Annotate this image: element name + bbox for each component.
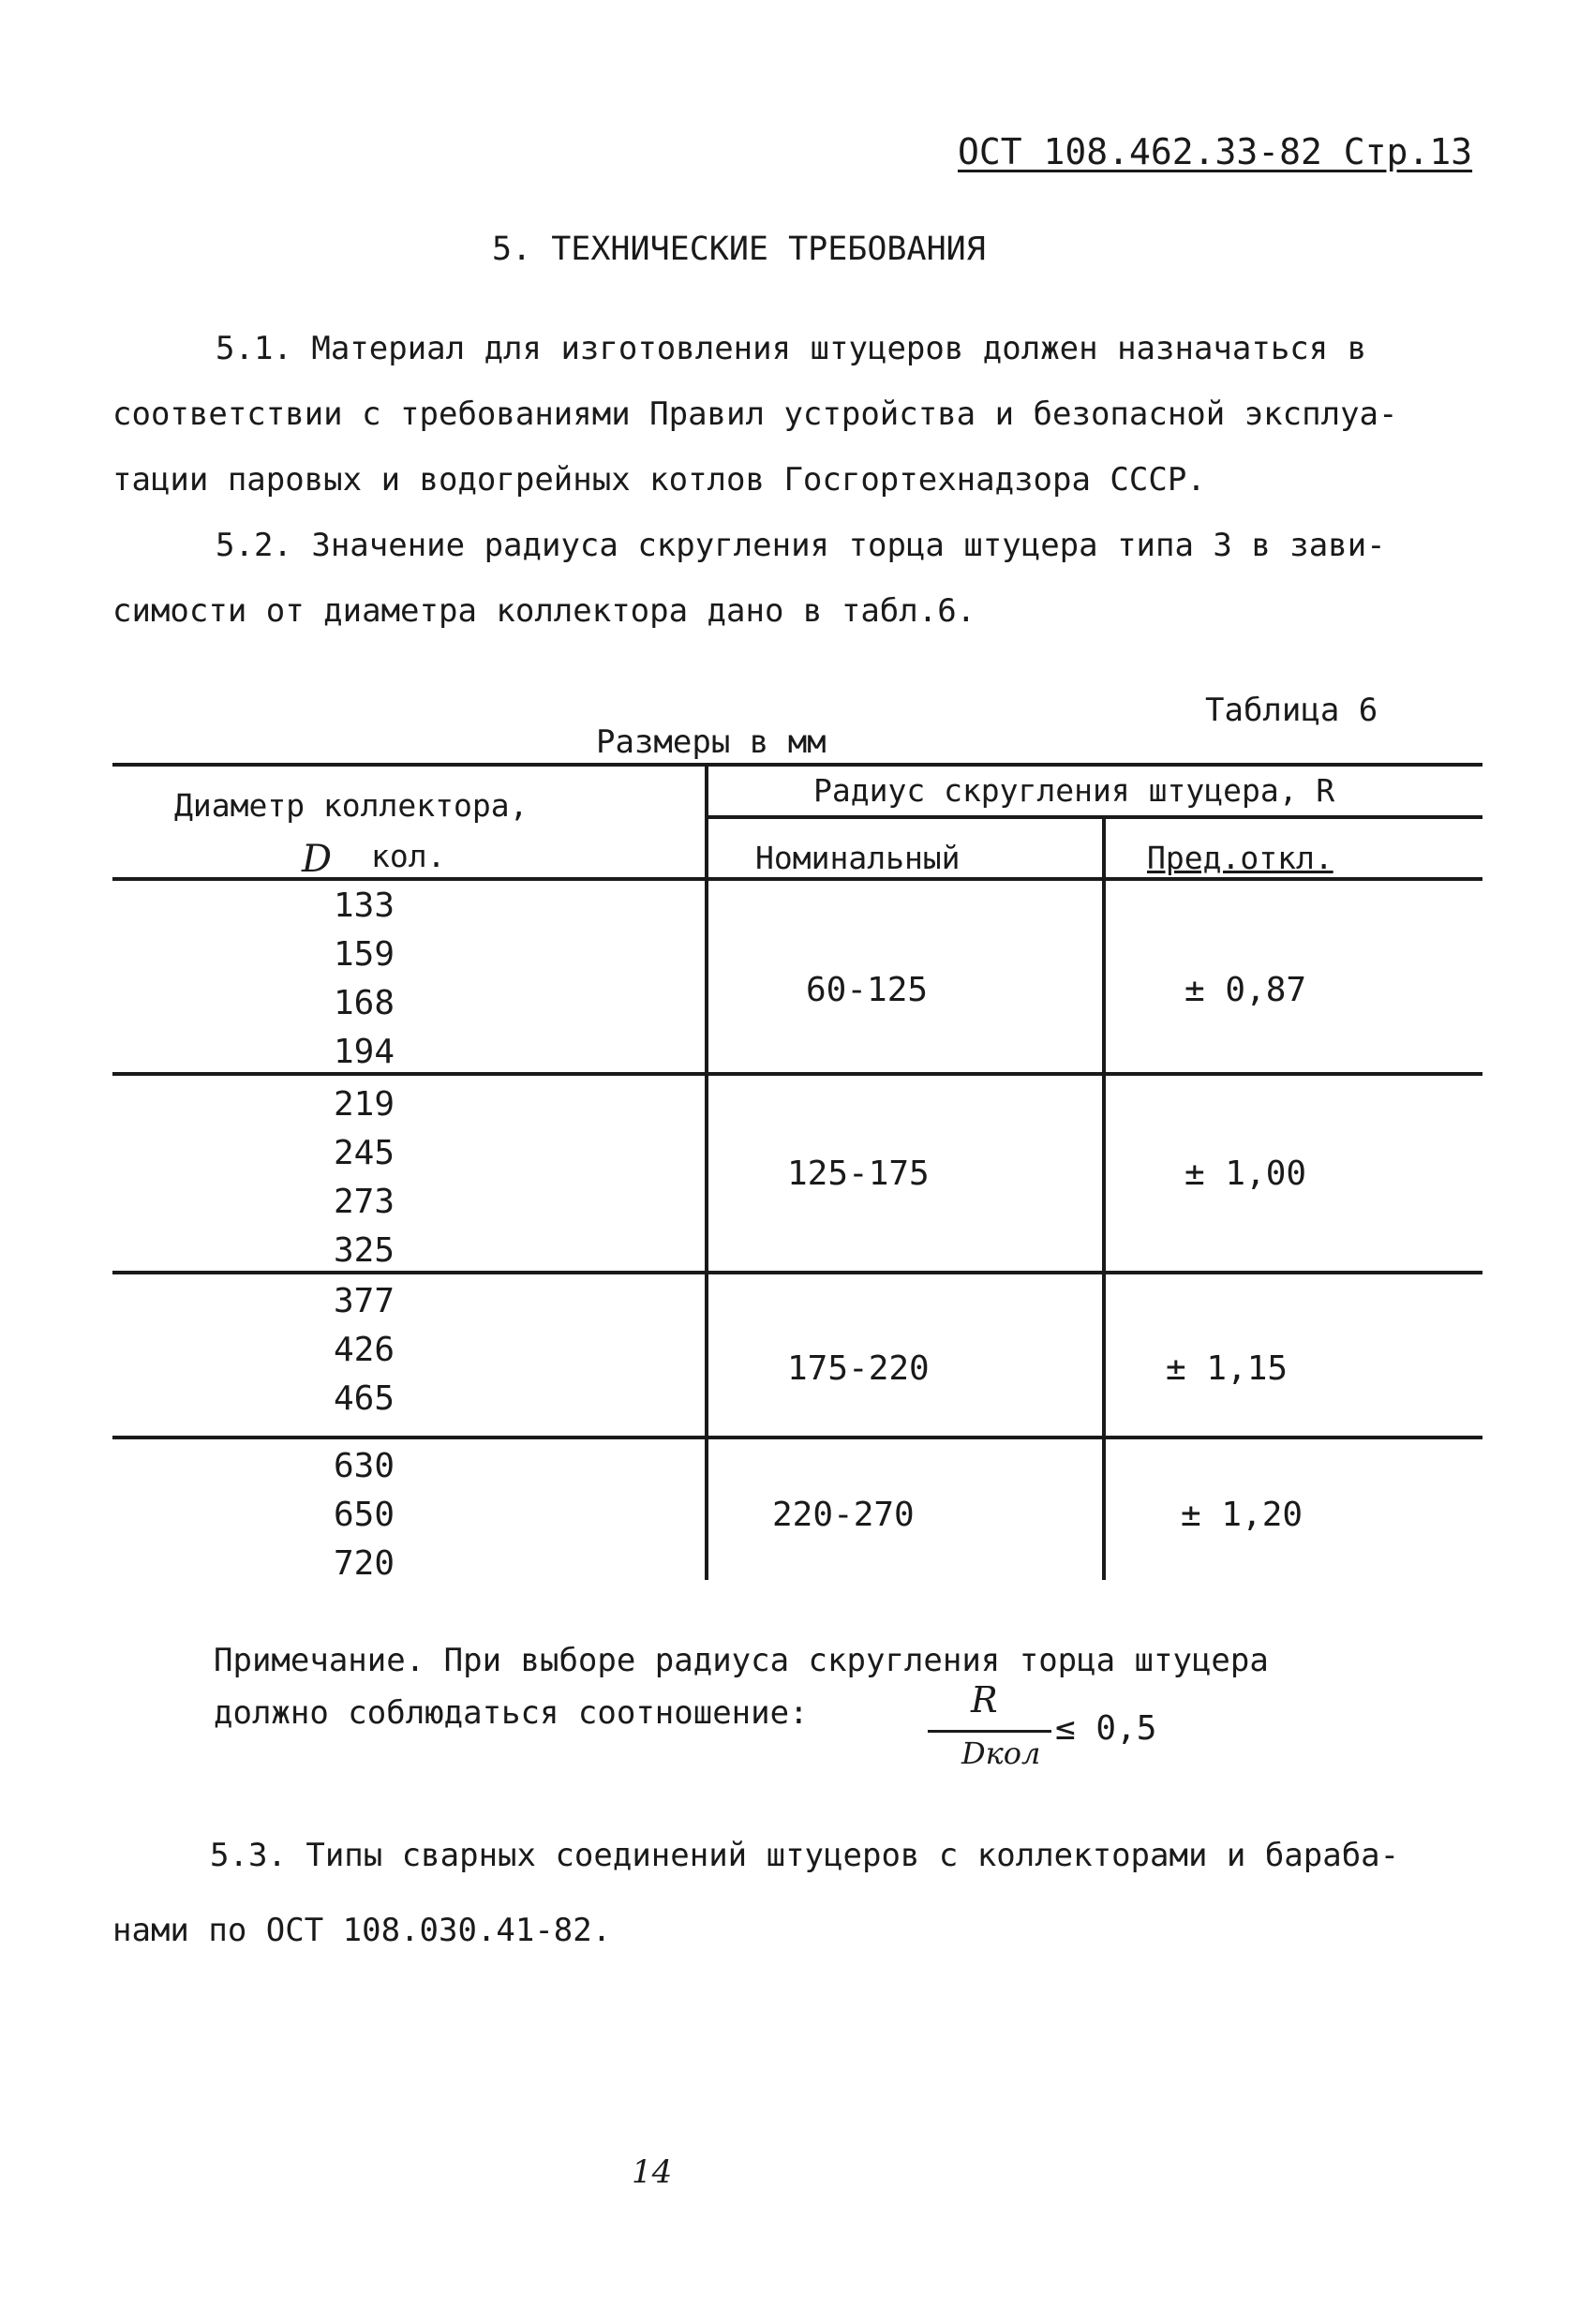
table-units: Размеры в мм (596, 723, 827, 761)
row2-diameter-1: 219 (334, 1085, 395, 1124)
row3-deviation: ± 1,15 (1166, 1349, 1289, 1388)
row4-deviation: ± 1,20 (1181, 1496, 1304, 1534)
row2-diameter-4: 325 (334, 1231, 395, 1270)
row3-diameter-1: 377 (334, 1282, 395, 1320)
table-divider-col1 (705, 763, 708, 1580)
formula-fraction-bar (928, 1730, 1051, 1733)
formula-denominator: Dкол (961, 1736, 1041, 1771)
document-reference: ОСТ 108.462.33-82 Стр.13 (958, 131, 1473, 172)
row4-nominal: 220-270 (772, 1496, 915, 1534)
row1-diameter-3: 168 (334, 984, 395, 1022)
note-line-2: должно соблюдаться соотношение: (214, 1694, 809, 1732)
paragraph-5-1-line-2: соответствии с требованиями Правил устройства и безопасной эксплуа- (112, 395, 1398, 433)
row4-diameter-2: 650 (334, 1496, 395, 1534)
row1-nominal: 60-125 (806, 971, 929, 1009)
table-top-rule (112, 763, 1482, 767)
row1-diameter-2: 159 (334, 935, 395, 974)
row2-nominal: 125-175 (787, 1155, 930, 1193)
col1-header-symbol: D (302, 838, 333, 881)
group-header: Радиус скругления штуцера, R (813, 772, 1335, 809)
formula-numerator: R (971, 1679, 998, 1721)
table-row-2-rule (112, 1271, 1482, 1274)
row2-deviation: ± 1,00 (1184, 1155, 1307, 1193)
paragraph-5-3-line-2: нами по ОСТ 108.030.41-82. (112, 1912, 612, 1949)
col1-header-line1: Диаметр коллектора, (174, 787, 529, 824)
col3-header: Пред.откл. (1147, 840, 1333, 876)
table-group-header-rule (708, 815, 1482, 819)
paragraph-5-3-line-1: 5.3. Типы сварных соединений штуцеров с коллекторами и бараба- (210, 1837, 1400, 1874)
paragraph-5-2-line-2: симости от диаметра коллектора дано в табл.6. (112, 592, 976, 630)
formula-relation: ≤ 0,5 (1055, 1709, 1157, 1748)
paragraph-5-1-line-3: тации паровых и водогрейных котлов Госгортехнадзора СССР. (112, 461, 1206, 499)
paragraph-5-1-line-1: 5.1. Материал для изготовления штуцеров должен назначаться в (216, 330, 1367, 367)
row4-diameter-1: 630 (334, 1447, 395, 1485)
row3-diameter-3: 465 (334, 1379, 395, 1418)
table-divider-col2 (1102, 819, 1106, 1580)
row3-nominal: 175-220 (787, 1349, 930, 1388)
page-number: 14 (632, 2153, 673, 2191)
section-title: 5. ТЕХНИЧЕСКИЕ ТРЕБОВАНИЯ (492, 231, 986, 268)
col2-header: Номинальный (755, 840, 961, 876)
row4-diameter-3: 720 (334, 1544, 395, 1583)
paragraph-5-2-line-1: 5.2. Значение радиуса скругления торца штуцера типа 3 в зави- (216, 527, 1386, 564)
table-label: Таблица 6 (1205, 692, 1378, 729)
note-line-1: Примечание. При выборе радиуса скругления торца штуцера (214, 1642, 1269, 1679)
table-row-3-rule (112, 1436, 1482, 1439)
row2-diameter-3: 273 (334, 1183, 395, 1221)
row2-diameter-2: 245 (334, 1134, 395, 1172)
row3-diameter-2: 426 (334, 1331, 395, 1369)
row1-diameter-4: 194 (334, 1033, 395, 1071)
table-row-1-rule (112, 1072, 1482, 1076)
row1-deviation: ± 0,87 (1184, 971, 1307, 1009)
row1-diameter-1: 133 (334, 886, 395, 925)
col1-header-line2: кол. (371, 838, 446, 874)
